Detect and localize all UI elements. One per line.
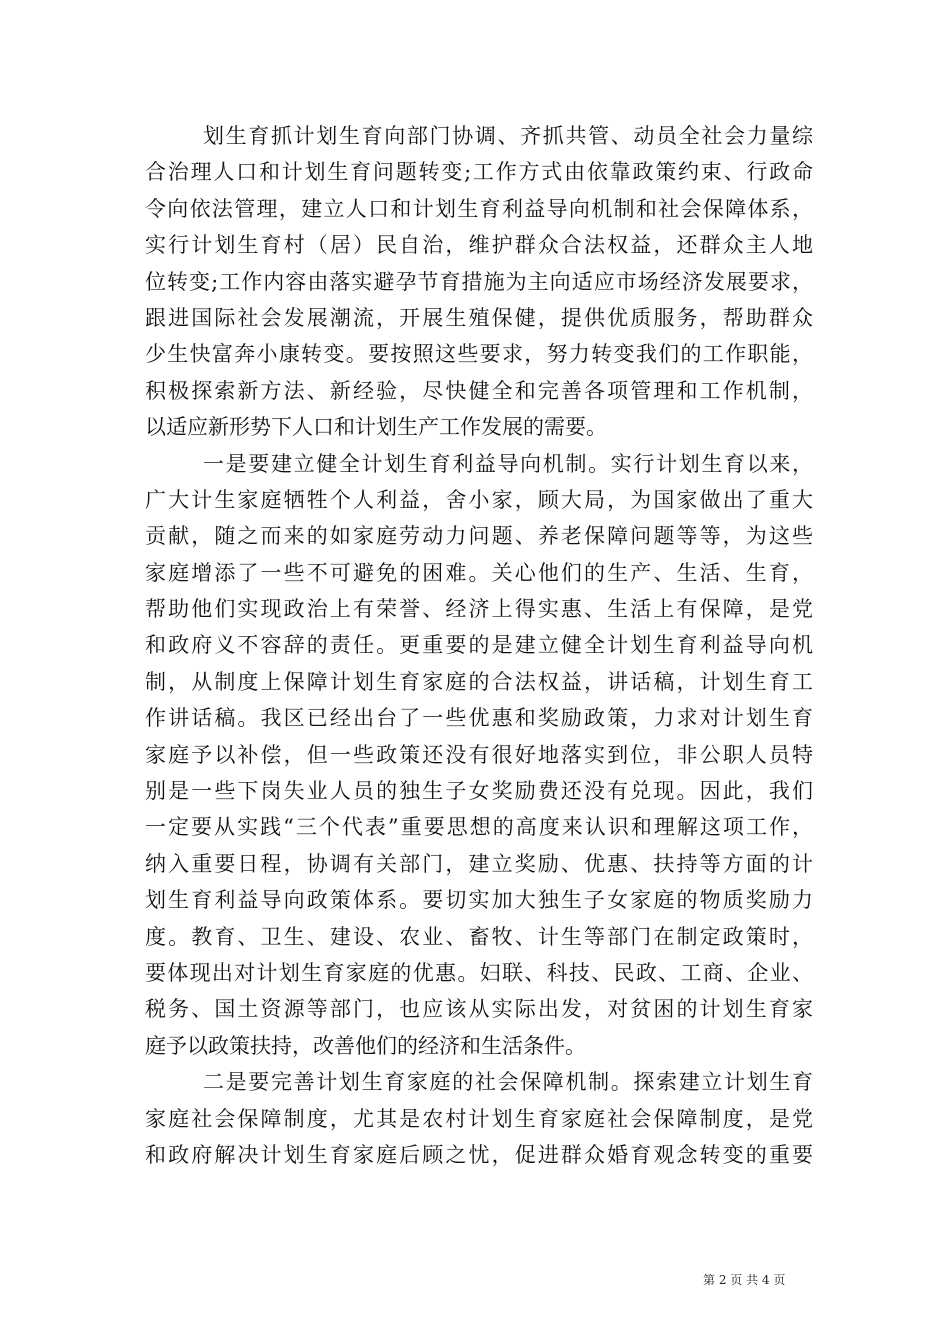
text-line: 庭予以政策扶持，改善他们的经济和生活条件。 [145, 1033, 586, 1058]
text-line: 别是一些下岗失业人员的独生子女奖励费还没有兑现。因此，我们 [145, 779, 813, 804]
text-line: 制，从制度上保障计划生育家庭的合法权益，讲话稿，计划生育工 [145, 669, 813, 694]
text-line: 家庭社会保障制度，尤其是农村计划生育家庭社会保障制度，是党 [145, 1106, 813, 1131]
text-line: 税务、国土资源等部门，也应该从实际出发，对贫困的计划生育家 [145, 997, 813, 1022]
document-body [145, 118, 813, 1173]
text-line: 一是要建立健全计划生育利益导向机制。实行计划生育以来， [203, 451, 813, 476]
text-line: 以适应新形势下人口和计划生产工作发展的需要。 [145, 415, 607, 440]
text-line: 度。教育、卫生、建设、农业、畜牧、计生等部门在制定政策时， [145, 924, 813, 949]
text-line: 纳入重要日程，协调有关部门，建立奖励、优惠、扶持等方面的计 [145, 851, 813, 876]
text-line: 少生快富奔小康转变。要按照这些要求，努力转变我们的工作职能， [145, 342, 813, 367]
page-number-footer: 第 2 页 共 4 页 [703, 1273, 786, 1287]
text-line: 二是要完善计划生育家庭的社会保障机制。探索建立计划生育 [203, 1070, 813, 1095]
text-line: 积极探索新方法、新经验，尽快健全和完善各项管理和工作机制， [145, 378, 813, 403]
text-line: 位转变;工作内容由落实避孕节育措施为主向适应市场经济发展要求， [145, 269, 813, 294]
text-line: 家庭予以补偿，但一些政策还没有很好地落实到位，非公职人员特 [145, 742, 813, 767]
text-line: 要体现出对计划生育家庭的优惠。妇联、科技、民政、工商、企业、 [145, 960, 813, 985]
text-line: 跟进国际社会发展潮流，开展生殖保健，提供优质服务，帮助群众 [145, 305, 813, 330]
text-line: 和政府义不容辞的责任。更重要的是建立健全计划生育利益导向机 [145, 633, 813, 658]
text-line: 作讲话稿。我区已经出台了一些优惠和奖励政策，力求对计划生育 [145, 706, 813, 731]
text-line: 和政府解决计划生育家庭后顾之忧，促进群众婚育观念转变的重要 [145, 1142, 813, 1167]
paragraph-intro-continued [145, 118, 813, 446]
text-line: 一定要从实践“三个代表”重要思想的高度来认识和理解这项工作， [145, 815, 813, 840]
paragraph-benefit-guidance-mechanism [145, 446, 813, 1065]
text-line: 广大计生家庭牺牲个人利益，舍小家，顾大局，为国家做出了重大 [145, 487, 813, 512]
text-line: 划生育抓计划生育向部门协调、齐抓共管、动员全社会力量综 [203, 124, 813, 148]
paragraph-social-security-mechanism [145, 1064, 813, 1173]
text-line: 实行计划生育村（居）民自治，维护群众合法权益，还群众主人地 [145, 233, 813, 258]
text-line: 令向依法管理，建立人口和计划生育利益导向机制和社会保障体系， [145, 196, 813, 221]
text-line: 贡献，随之而来的如家庭劳动力问题、养老保障问题等等，为这些 [145, 524, 813, 549]
text-line: 合治理人口和计划生育问题转变;工作方式由依靠政策约束、行政命 [145, 160, 813, 185]
text-line: 划生育利益导向政策体系。要切实加大独生子女家庭的物质奖励力 [145, 888, 813, 913]
text-line: 帮助他们实现政治上有荣誉、经济上得实惠、生活上有保障，是党 [145, 597, 813, 622]
text-line: 家庭增添了一些不可避免的困难。关心他们的生产、生活、生育， [145, 560, 813, 585]
